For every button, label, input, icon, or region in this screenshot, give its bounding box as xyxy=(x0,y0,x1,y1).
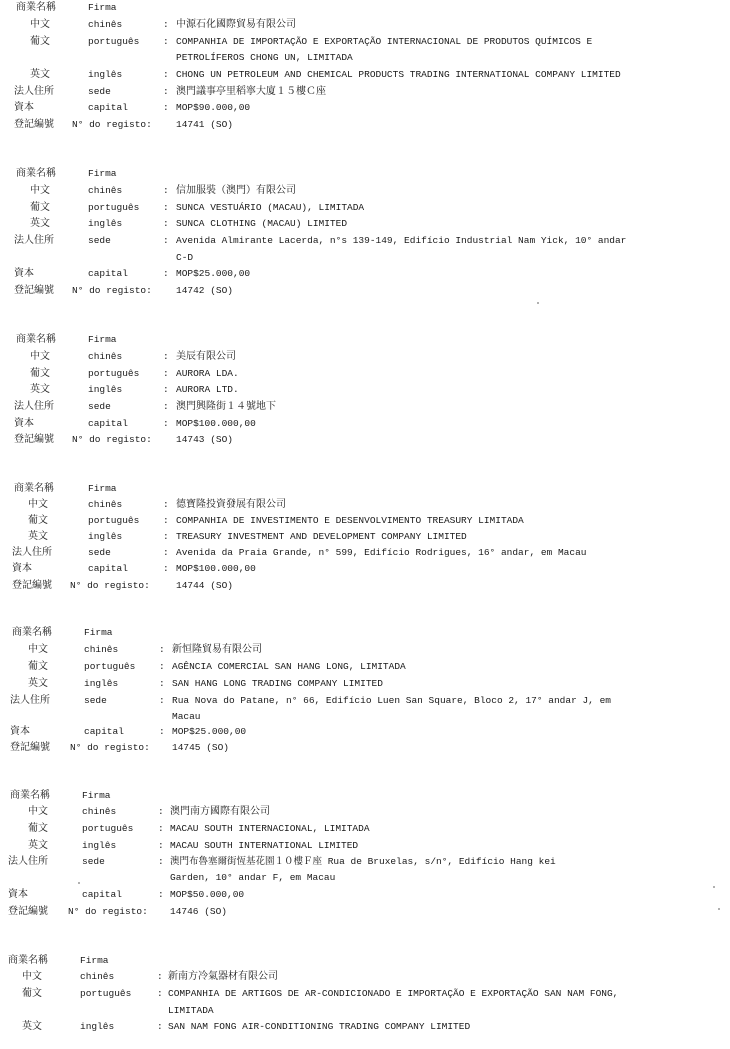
english-name: SAN HANG LONG TRADING COMPANY LIMITED xyxy=(172,678,383,689)
ingles-label-pt: inglês xyxy=(88,531,123,542)
portuguese-name-line-1: COMPANHIA DE IMPORTAÇÃO E EXPORTAÇÃO INTERNACIONAL DE PRODUTOS QUÍMICOS E xyxy=(176,36,593,47)
firma-label-pt: Firma xyxy=(88,168,117,179)
colon: : xyxy=(163,401,169,412)
sede-label-zh: 法人住所 xyxy=(14,86,54,97)
chines-label-pt: chinês xyxy=(84,644,119,655)
sede-address-line-1: Rua Nova do Patane, n° 66, Edifício Luen San Square, Bloco 2, 17° andar J, em xyxy=(172,695,611,706)
ingles-label-zh: 英文 xyxy=(28,531,48,542)
ingles-label-pt: inglês xyxy=(84,678,119,689)
sede-address-line-1: 澳門議事亭里稻寧大廈１５樓Ｃ座 xyxy=(176,86,326,97)
english-name: SAN NAM FONG AIR-CONDITIONING TRADING COMPANY LIMITED xyxy=(168,1021,471,1032)
ingles-label-pt: inglês xyxy=(80,1021,115,1032)
colon: : xyxy=(163,351,169,362)
sede-label-zh: 法人住所 xyxy=(8,856,48,867)
english-name: SUNCA CLOTHING (MACAU) LIMITED xyxy=(176,218,348,229)
ingles-label-zh: 英文 xyxy=(22,1021,42,1032)
capital-value: MOP$100.000,00 xyxy=(176,563,256,574)
sede-label-zh: 法人住所 xyxy=(14,401,54,412)
portuguese-name-line-1: SUNCA VESTUÁRIO (MACAU), LIMITADA xyxy=(176,202,365,213)
registo-label-pt: N° do registo: xyxy=(70,580,150,591)
firma-label-zh: 商業名稱 xyxy=(10,790,50,801)
ingles-label-zh: 英文 xyxy=(30,218,50,229)
sede-label-pt: sede xyxy=(88,235,111,246)
portugues-label-zh: 葡文 xyxy=(30,36,50,47)
portugues-label-pt: português xyxy=(82,823,134,834)
chinese-name: 中源石化國際貿易有限公司 xyxy=(176,19,296,30)
ingles-label-pt: inglês xyxy=(88,69,123,80)
colon: : xyxy=(163,69,169,80)
firma-label-pt: Firma xyxy=(82,790,111,801)
capital-value: MOP$25.000,00 xyxy=(172,726,247,737)
ingles-label-zh: 英文 xyxy=(28,678,48,689)
portugues-label-pt: português xyxy=(88,36,140,47)
portugues-label-pt: português xyxy=(88,515,140,526)
ingles-label-zh: 英文 xyxy=(30,384,50,395)
firma-label-pt: Firma xyxy=(88,334,117,345)
colon: : xyxy=(163,86,169,97)
capital-value: MOP$50.000,00 xyxy=(170,889,245,900)
chines-label-pt: chinês xyxy=(88,19,123,30)
capital-label-pt: capital xyxy=(82,889,122,900)
firma-label-zh: 商業名稱 xyxy=(8,955,48,966)
colon: : xyxy=(159,726,165,737)
colon: : xyxy=(157,971,163,982)
capital-label-pt: capital xyxy=(88,563,128,574)
firma-label-zh: 商業名稱 xyxy=(14,483,54,494)
colon: : xyxy=(163,268,169,279)
registo-label-zh: 登記編號 xyxy=(8,906,48,917)
firma-label-zh: 商業名稱 xyxy=(16,2,56,13)
portugues-label-zh: 葡文 xyxy=(22,988,42,999)
registo-label-pt: N° do registo: xyxy=(68,906,148,917)
capital-label-zh: 資本 xyxy=(8,889,28,900)
colon: : xyxy=(159,644,165,655)
capital-value: MOP$90.000,00 xyxy=(176,102,251,113)
sede-address-line-1: Avenida Almirante Lacerda, n°s 139-149, Edifício Industrial Nam Yick, 10° andar xyxy=(176,235,627,246)
portuguese-name-line-1: COMPANHIA DE ARTIGOS DE AR-CONDICIONADO E IMPORTAÇÃO E EXPORTAÇÃO SAN NAM FONG, xyxy=(168,988,619,999)
firma-label-zh: 商業名稱 xyxy=(16,334,56,345)
portuguese-name-line-1: AGÊNCIA COMERCIAL SAN HANG LONG, LIMITADA xyxy=(172,661,406,672)
colon: : xyxy=(163,418,169,429)
firma-label-pt: Firma xyxy=(84,627,113,638)
colon: : xyxy=(163,547,169,558)
colon: : xyxy=(157,988,163,999)
capital-label-zh: 資本 xyxy=(14,102,34,113)
portugues-label-zh: 葡文 xyxy=(28,515,48,526)
sede-label-pt: sede xyxy=(88,401,111,412)
colon: : xyxy=(163,368,169,379)
registo-number: 14741 (SO) xyxy=(176,119,234,130)
english-name: MACAU SOUTH INTERNATIONAL LIMITED xyxy=(170,840,359,851)
capital-label-zh: 資本 xyxy=(10,726,30,737)
registo-label-pt: N° do registo: xyxy=(72,285,152,296)
registo-number: 14742 (SO) xyxy=(176,285,234,296)
scan-speck xyxy=(78,882,80,884)
chines-label-pt: chinês xyxy=(88,499,123,510)
chines-label-zh: 中文 xyxy=(28,644,48,655)
firma-label-zh: 商業名稱 xyxy=(12,627,52,638)
colon: : xyxy=(158,840,164,851)
sede-address-line-1: Avenida da Praia Grande, n° 599, Edifício Rodrigues, 16° andar, em Macau xyxy=(176,547,587,558)
scan-speck xyxy=(718,908,720,910)
portugues-label-zh: 葡文 xyxy=(30,202,50,213)
chines-label-pt: chinês xyxy=(88,185,123,196)
portugues-label-pt: português xyxy=(80,988,132,999)
colon: : xyxy=(158,856,164,867)
colon: : xyxy=(163,102,169,113)
firma-label-pt: Firma xyxy=(88,483,117,494)
chinese-name: 新恒隆貿易有限公司 xyxy=(172,644,262,655)
portugues-label-zh: 葡文 xyxy=(28,661,48,672)
colon: : xyxy=(163,202,169,213)
portugues-label-pt: português xyxy=(88,368,140,379)
colon: : xyxy=(158,806,164,817)
firma-label-zh: 商業名稱 xyxy=(16,168,56,179)
capital-label-pt: capital xyxy=(88,268,128,279)
capital-label-zh: 資本 xyxy=(14,418,34,429)
colon: : xyxy=(159,661,165,672)
sede-label-pt: sede xyxy=(84,695,107,706)
colon: : xyxy=(163,235,169,246)
sede-label-zh: 法人住所 xyxy=(12,547,52,558)
colon: : xyxy=(163,531,169,542)
portuguese-name-line-1: AURORA LDA. xyxy=(176,368,239,379)
firma-label-pt: Firma xyxy=(88,2,117,13)
colon: : xyxy=(159,695,165,706)
scan-speck xyxy=(713,886,715,888)
chinese-name: 新南方冷氣器材有限公司 xyxy=(168,971,278,982)
sede-address-line-1: 澳門興隆街１４號地下 xyxy=(176,401,276,412)
sede-address-line-2: Garden, 10° andar F, em Macau xyxy=(170,872,336,883)
portuguese-name-line-2: PETROLÍFEROS CHONG UN, LIMITADA xyxy=(176,52,353,63)
colon: : xyxy=(163,515,169,526)
portugues-label-pt: português xyxy=(88,202,140,213)
colon: : xyxy=(163,563,169,574)
chines-label-zh: 中文 xyxy=(28,806,48,817)
portugues-label-zh: 葡文 xyxy=(30,368,50,379)
sede-label-zh: 法人住所 xyxy=(10,695,50,706)
registo-label-pt: N° do registo: xyxy=(72,434,152,445)
portugues-label-zh: 葡文 xyxy=(28,823,48,834)
english-name: TREASURY INVESTMENT AND DEVELOPMENT COMPANY LIMITED xyxy=(176,531,467,542)
colon: : xyxy=(163,185,169,196)
chines-label-pt: chinês xyxy=(82,806,117,817)
english-name: CHONG UN PETROLEUM AND CHEMICAL PRODUCTS TRADING INTERNATIONAL COMPANY LIMITED xyxy=(176,69,621,80)
colon: : xyxy=(158,823,164,834)
colon: : xyxy=(163,499,169,510)
capital-label-pt: capital xyxy=(88,102,128,113)
registo-label-pt: N° do registo: xyxy=(72,119,152,130)
portuguese-name-line-1: COMPANHIA DE INVESTIMENTO E DESENVOLVIMENTO TREASURY LIMITADA xyxy=(176,515,524,526)
chines-label-zh: 中文 xyxy=(30,185,50,196)
chines-label-zh: 中文 xyxy=(30,19,50,30)
registo-label-zh: 登記編號 xyxy=(14,434,54,445)
capital-label-zh: 資本 xyxy=(12,563,32,574)
capital-label-pt: capital xyxy=(84,726,124,737)
registo-label-zh: 登記編號 xyxy=(10,742,50,753)
english-name: AURORA LTD. xyxy=(176,384,239,395)
colon: : xyxy=(157,1021,163,1032)
portuguese-name-line-2: LIMITADA xyxy=(168,1005,214,1016)
ingles-label-zh: 英文 xyxy=(30,69,50,80)
portugues-label-pt: português xyxy=(84,661,136,672)
registo-label-zh: 登記編號 xyxy=(14,119,54,130)
colon: : xyxy=(163,36,169,47)
colon: : xyxy=(159,678,165,689)
registo-number: 14744 (SO) xyxy=(176,580,234,591)
sede-label-pt: sede xyxy=(88,86,111,97)
chinese-name: 澳門南方國際有限公司 xyxy=(170,806,270,817)
colon: : xyxy=(163,218,169,229)
capital-label-zh: 資本 xyxy=(14,268,34,279)
registo-label-zh: 登記編號 xyxy=(14,285,54,296)
sede-label-pt: sede xyxy=(88,547,111,558)
sede-label-zh: 法人住所 xyxy=(14,235,54,246)
portuguese-name-line-1: MACAU SOUTH INTERNACIONAL, LIMITADA xyxy=(170,823,370,834)
sede-address-line-2: Macau xyxy=(172,711,201,722)
sede-address-line-2: C-D xyxy=(176,252,194,263)
ingles-label-pt: inglês xyxy=(82,840,117,851)
ingles-label-zh: 英文 xyxy=(28,840,48,851)
chinese-name: 德寶隆投資發展有限公司 xyxy=(176,499,286,510)
firma-label-pt: Firma xyxy=(80,955,109,966)
registo-label-zh: 登記編號 xyxy=(12,580,52,591)
colon: : xyxy=(163,384,169,395)
registo-number: 14746 (SO) xyxy=(170,906,228,917)
scan-speck xyxy=(537,302,539,304)
colon: : xyxy=(158,889,164,900)
chines-label-pt: chinês xyxy=(80,971,115,982)
colon: : xyxy=(163,19,169,30)
sede-label-pt: sede xyxy=(82,856,105,867)
chinese-name: 信加服裝（澳門）有限公司 xyxy=(176,185,296,196)
chinese-name: 美辰有限公司 xyxy=(176,351,236,362)
ingles-label-pt: inglês xyxy=(88,218,123,229)
chines-label-zh: 中文 xyxy=(30,351,50,362)
chines-label-zh: 中文 xyxy=(28,499,48,510)
registo-number: 14743 (SO) xyxy=(176,434,234,445)
chines-label-pt: chinês xyxy=(88,351,123,362)
capital-value: MOP$25.000,00 xyxy=(176,268,251,279)
capital-label-pt: capital xyxy=(88,418,128,429)
registo-number: 14745 (SO) xyxy=(172,742,230,753)
ingles-label-pt: inglês xyxy=(88,384,123,395)
registo-label-pt: N° do registo: xyxy=(70,742,150,753)
sede-address-line-1: 澳門布魯塞爾街恆基花園１０樓Ｆ座 Rua de Bruxelas, s/n°, Edifício Hang kei xyxy=(170,856,556,867)
chines-label-zh: 中文 xyxy=(22,971,42,982)
capital-value: MOP$100.000,00 xyxy=(176,418,256,429)
